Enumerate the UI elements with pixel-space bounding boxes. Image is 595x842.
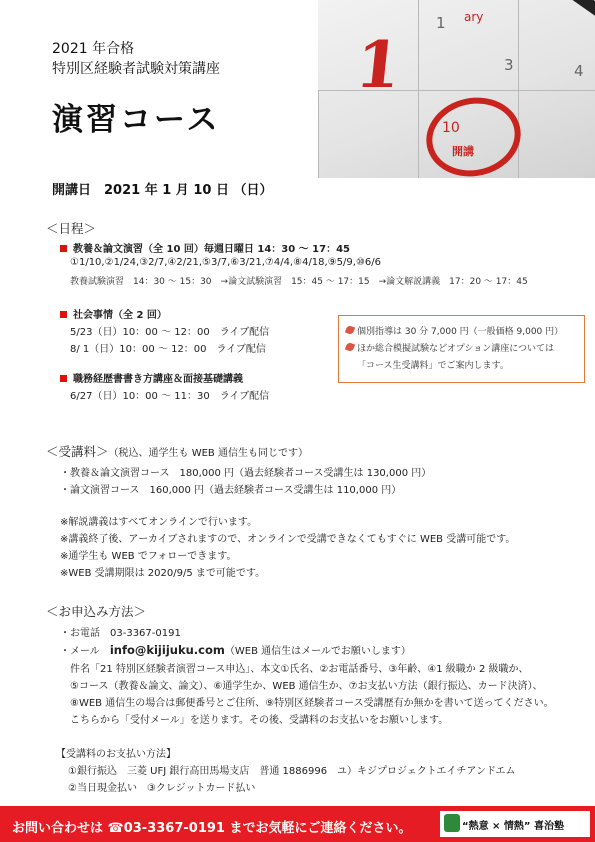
circle-label: 開講	[452, 145, 474, 158]
opening-date: 開講日 2021 年 1 月 10 日 （日）	[52, 183, 273, 198]
phone-number[interactable]: 03-3367-0191	[110, 628, 181, 639]
notice-line-1	[346, 324, 563, 337]
month-numeral: 1	[352, 28, 405, 103]
page-title: 演習コース	[52, 102, 221, 138]
date-4: 4	[574, 62, 584, 80]
apply-mail-row	[60, 642, 411, 657]
apply-line-3: ⑧WEB 通信生の場合は郵便番号とご住所、⑨特別区経験者コース受講歴有か無かを書いて送ってください。	[70, 698, 554, 709]
payment-line-2: ②当日現金払い ③クレジットカード払い	[68, 783, 256, 794]
date-3: 3	[504, 56, 514, 74]
notice-text-1: 個別指導は 30 分 7,000 円（一般価格 9,000 円）	[357, 327, 564, 337]
schedule-heading: ＜日程＞	[46, 221, 97, 236]
fee-note-4: ※WEB 受講期限は 2020/9/5 まで可能です。	[60, 568, 266, 579]
apply-line-4: こちらから「受付メール」を送ります。その後、受講料のお支払いをお願いします。	[70, 715, 449, 726]
item2-label: 社会事情（全 2 回）	[73, 310, 167, 321]
month-word: ary	[464, 10, 484, 24]
payment-line-1: ①銀行振込 三菱 UFJ 銀行高田馬場支店 普通 1886996 ユ）キジプロジェクトエイチアンドエム	[68, 766, 516, 777]
date-10: 10	[442, 120, 460, 136]
schedule-item-3	[60, 370, 243, 385]
notice-box	[338, 315, 585, 383]
apply-phone-row	[60, 624, 181, 639]
header-course: 特別区経験者試験対策講座	[52, 61, 220, 77]
fees-heading-row	[46, 441, 308, 460]
mail-label: ・メール	[60, 646, 100, 657]
apply-heading: ＜お申込み方法＞	[46, 604, 147, 619]
fee-note-1: ※解説講義はすべてオンラインで行います。	[60, 517, 258, 528]
schedule-item-2	[60, 306, 167, 321]
fee-note-3: ※通学生も WEB でフォローできます。	[60, 551, 237, 562]
leaf-icon	[345, 342, 355, 352]
header-year: 2021 年合格	[52, 41, 135, 57]
fees-heading-note: （税込、通学生も WEB 通信生も同じです）	[108, 448, 308, 459]
notice-text-2: ほか総合模擬試験などオプション講座については	[357, 344, 555, 354]
bullet-square-icon	[60, 245, 67, 252]
notice-line-3: 「コース生受講料」でご案内します。	[357, 361, 509, 371]
item1-detail: 教養試験演習 14：30 〜 15：30 →論文試験演習 15：45 〜 17：15 →論文解説講義 17：20 〜 17：45	[70, 277, 528, 287]
leaf-icon	[345, 325, 355, 335]
item1-dates: ①1/10,②1/24,③2/7,④2/21,⑤3/7,⑥3/21,⑦4/4,⑧4/18,⑨5/9,⑩6/6	[70, 257, 382, 268]
notice-line-2	[346, 341, 554, 354]
fee-row-1: ・教養＆論文演習コース 180,000 円（過去経験者コース受講生は 130,000 円）	[60, 468, 432, 479]
school-logo-icon	[444, 814, 460, 832]
phone-label: ・お電話	[60, 628, 100, 639]
item1-label: 教養＆論文演習（全 10 回）毎週日曜日 14：30 〜 17：45	[73, 244, 350, 255]
fees-heading: ＜受講料＞	[46, 444, 109, 459]
item3-row-1: 6/27（日）10：00 〜 11：30 ライブ配信	[70, 391, 270, 402]
bullet-square-icon	[60, 375, 67, 382]
fee-row-2: ・論文演習コース 160,000 円（過去経験者コース受講生は 110,000 円）	[60, 485, 402, 496]
mail-note: （WEB 通信生はメールでお願いします）	[224, 646, 411, 657]
logo-text: “熱意 × 情熱” 喜治塾	[462, 821, 564, 832]
mail-address[interactable]: info@kijijuku.com	[109, 643, 225, 657]
date-1: 1	[436, 14, 446, 32]
item2-row-1: 5/23（日）10：00 〜 12：00 ライブ配信	[70, 327, 270, 338]
payment-heading: 【受講料のお支払い方法】	[56, 749, 176, 760]
bullet-square-icon	[60, 311, 67, 318]
item3-label: 職務経歴書書き方講座＆面接基礎講義	[73, 374, 243, 385]
apply-line-1: 件名「21 特別区経験者演習コース申込」、本文①氏名、②お電話番号、③年齢、④1 級職か 2 級職か、	[70, 664, 529, 675]
fee-note-2: ※講義終了後、アーカイブされますので、オンラインで受講できなくてもすぐに WEB 受講可能です。	[60, 534, 516, 545]
footer-contact: お問い合わせは ☎03-3367-0191 までお気軽にご連絡ください。	[12, 821, 412, 836]
schedule-item-1	[60, 240, 350, 255]
calendar-photo	[318, 0, 595, 178]
item2-row-2: 8/ 1（日）10：00 〜 12：00 ライブ配信	[70, 344, 266, 355]
apply-line-2: ⑤コース（教養＆論文、論文）、⑥通学生か、WEB 通信生か、⑦お支払い方法（銀行振込、カード決済）、	[70, 681, 543, 692]
